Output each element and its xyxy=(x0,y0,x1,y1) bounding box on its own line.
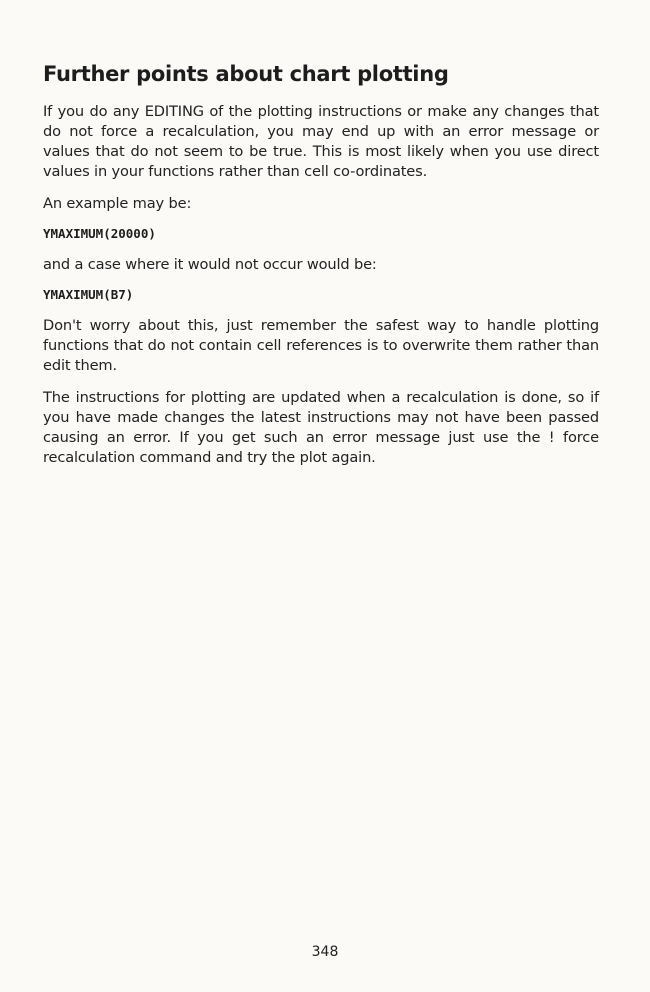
paragraph-case-intro: and a case where it would not occur would be: xyxy=(43,256,377,273)
code-example-cell-reference: YMAXIMUM(B7) xyxy=(43,287,134,302)
page-number: 348 xyxy=(311,944,339,960)
section-heading: Further points about chart plotting xyxy=(43,62,449,86)
code-example-direct-value: YMAXIMUM(20000) xyxy=(43,226,156,241)
paragraph-recalculation: The instructions for plotting are updated when a recalculation is done, so if you have made changes the latest instructions may not have been passed causing an error. If you get such an error message just use the ! force recalculation command and try the plot again. xyxy=(43,389,599,466)
page-content xyxy=(43,62,599,480)
paragraph-advice: Don't worry about this, just remember the safest way to handle plotting functions that do not contain cell references is to overwrite them rather than edit them. xyxy=(43,317,599,374)
paragraph-example-intro: An example may be: xyxy=(43,195,192,212)
paragraph-editing-warning: If you do any EDITING of the plotting instructions or make any changes that do not force a recalculation, you may end up with an error message or values that do not seem to be true. This is most likely when you use direct values in your functions rather than cell co-ordinates. xyxy=(43,103,599,180)
